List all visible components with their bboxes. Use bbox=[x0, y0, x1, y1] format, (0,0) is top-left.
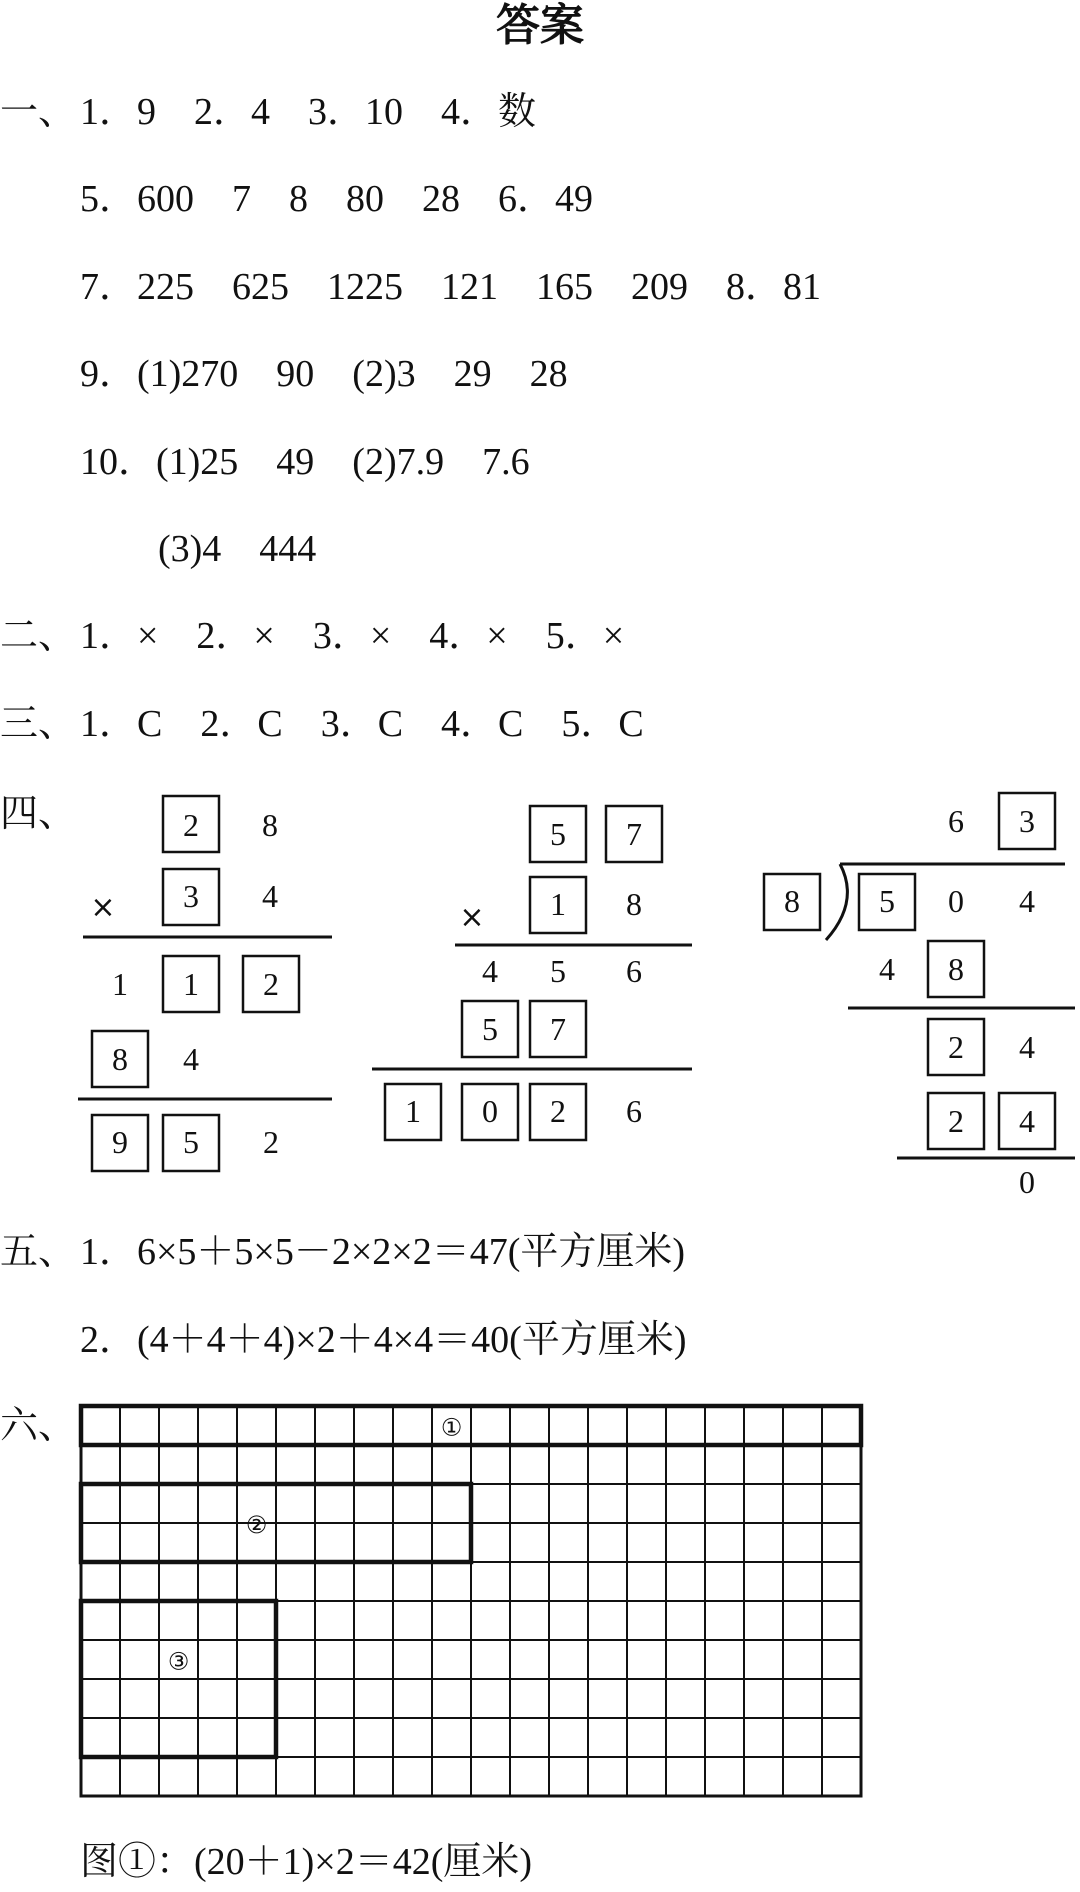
calc1-p1-hundreds: 1 bbox=[112, 966, 128, 1002]
calc3-step1-hundreds: 4 bbox=[879, 951, 895, 987]
section-1-line-5: 10．(1)25 49 (2)7.9 7.6 bbox=[80, 441, 530, 483]
calc1-times-sign: × bbox=[90, 890, 116, 925]
grid-shape-label-3: ③ bbox=[167, 1647, 190, 1676]
calc2-p2-hundreds: 5 bbox=[482, 1011, 498, 1047]
calc2-res-thousands: 1 bbox=[405, 1093, 421, 1129]
calc3-divisor: 8 bbox=[784, 883, 800, 919]
calc1-bottom-ones: 4 bbox=[262, 878, 278, 914]
calc1-p2-tens: 4 bbox=[183, 1041, 199, 1077]
section-2-line: 1．× 2．× 3．× 4．× 5．× bbox=[80, 615, 625, 657]
calc3-quotient-ones: 3 bbox=[1019, 803, 1035, 839]
calc1-res-hundreds: 9 bbox=[112, 1124, 128, 1160]
calc3-step2-ones: 4 bbox=[1019, 1029, 1035, 1065]
grid-shape-label-2: ② bbox=[245, 1511, 268, 1539]
calc3-step3-ones: 4 bbox=[1019, 1103, 1035, 1139]
calc2-top-tens: 5 bbox=[550, 816, 566, 852]
calc3-quotient-tens: 6 bbox=[948, 803, 964, 839]
calc3-remainder: 0 bbox=[1019, 1164, 1035, 1200]
calc2-p2-tens: 7 bbox=[550, 1011, 566, 1047]
section-1-line-4: 9．(1)270 90 (2)3 29 28 bbox=[80, 353, 568, 395]
calc2-res-tens: 2 bbox=[550, 1093, 566, 1129]
calc1-p1-ones: 2 bbox=[263, 966, 279, 1002]
calc1-p2-hundreds: 8 bbox=[112, 1041, 128, 1077]
section-3-line: 1．C 2．C 3．C 4．C 5．C bbox=[80, 703, 644, 745]
section-1-line-6: (3)4 444 bbox=[158, 528, 317, 570]
calc2-top-ones: 7 bbox=[626, 816, 642, 852]
calc1-bottom-tens: 3 bbox=[183, 878, 199, 914]
calc2-times-sign: × bbox=[459, 900, 485, 935]
calc2-p1-tens: 5 bbox=[550, 953, 566, 989]
grid-shape-label-1: ① bbox=[440, 1413, 463, 1442]
section-4-label: 四、 bbox=[0, 793, 77, 835]
section-1-line-1: 1．9 2．4 3．10 4．数 bbox=[80, 91, 537, 133]
calc2-p1-ones: 6 bbox=[626, 953, 642, 989]
calc3-dividend-ones: 4 bbox=[1019, 883, 1035, 919]
calc1-top-ones: 8 bbox=[262, 807, 278, 843]
section-3-label: 三、 bbox=[0, 703, 77, 745]
calc3-dividend-tens: 0 bbox=[948, 883, 964, 919]
section-6-caption: 图①：(20＋1)×2＝42(厘米) bbox=[80, 1841, 533, 1883]
section-1-line-3: 7．225 625 1225 121 165 209 8．81 bbox=[80, 266, 822, 308]
calc2-res-hundreds: 0 bbox=[482, 1093, 498, 1129]
calc2-res-ones: 6 bbox=[626, 1093, 642, 1129]
calc3-step1-tens: 8 bbox=[948, 951, 964, 987]
calc2-bottom-tens: 1 bbox=[550, 886, 566, 922]
calc3-step2-tens: 2 bbox=[948, 1029, 964, 1065]
section-5-line-2: 2．(4＋4＋4)×2＋4×4＝40(平方厘米) bbox=[80, 1319, 687, 1361]
section-5-label: 五、 bbox=[0, 1231, 77, 1273]
calc1-top-tens: 2 bbox=[183, 807, 199, 843]
calc2-bottom-ones: 8 bbox=[626, 886, 642, 922]
section-1-label: 一、 bbox=[0, 91, 77, 133]
calc1-res-tens: 5 bbox=[183, 1124, 199, 1160]
section-1-line-2: 5．600 7 8 80 28 6．49 bbox=[80, 178, 594, 220]
section-6-label: 六、 bbox=[0, 1405, 77, 1447]
calc2-p1-hundreds: 4 bbox=[482, 953, 498, 989]
page-title: 答案 bbox=[496, 0, 584, 51]
calc3-step3-tens: 2 bbox=[948, 1103, 964, 1139]
section-2-label: 二、 bbox=[0, 615, 77, 657]
calc3-dividend-hundreds: 5 bbox=[879, 883, 895, 919]
calc1-p1-tens: 1 bbox=[183, 966, 199, 1002]
calc1-res-ones: 2 bbox=[263, 1124, 279, 1160]
section-5-line-1: 1．6×5＋5×5－2×2×2＝47(平方厘米) bbox=[80, 1231, 686, 1273]
